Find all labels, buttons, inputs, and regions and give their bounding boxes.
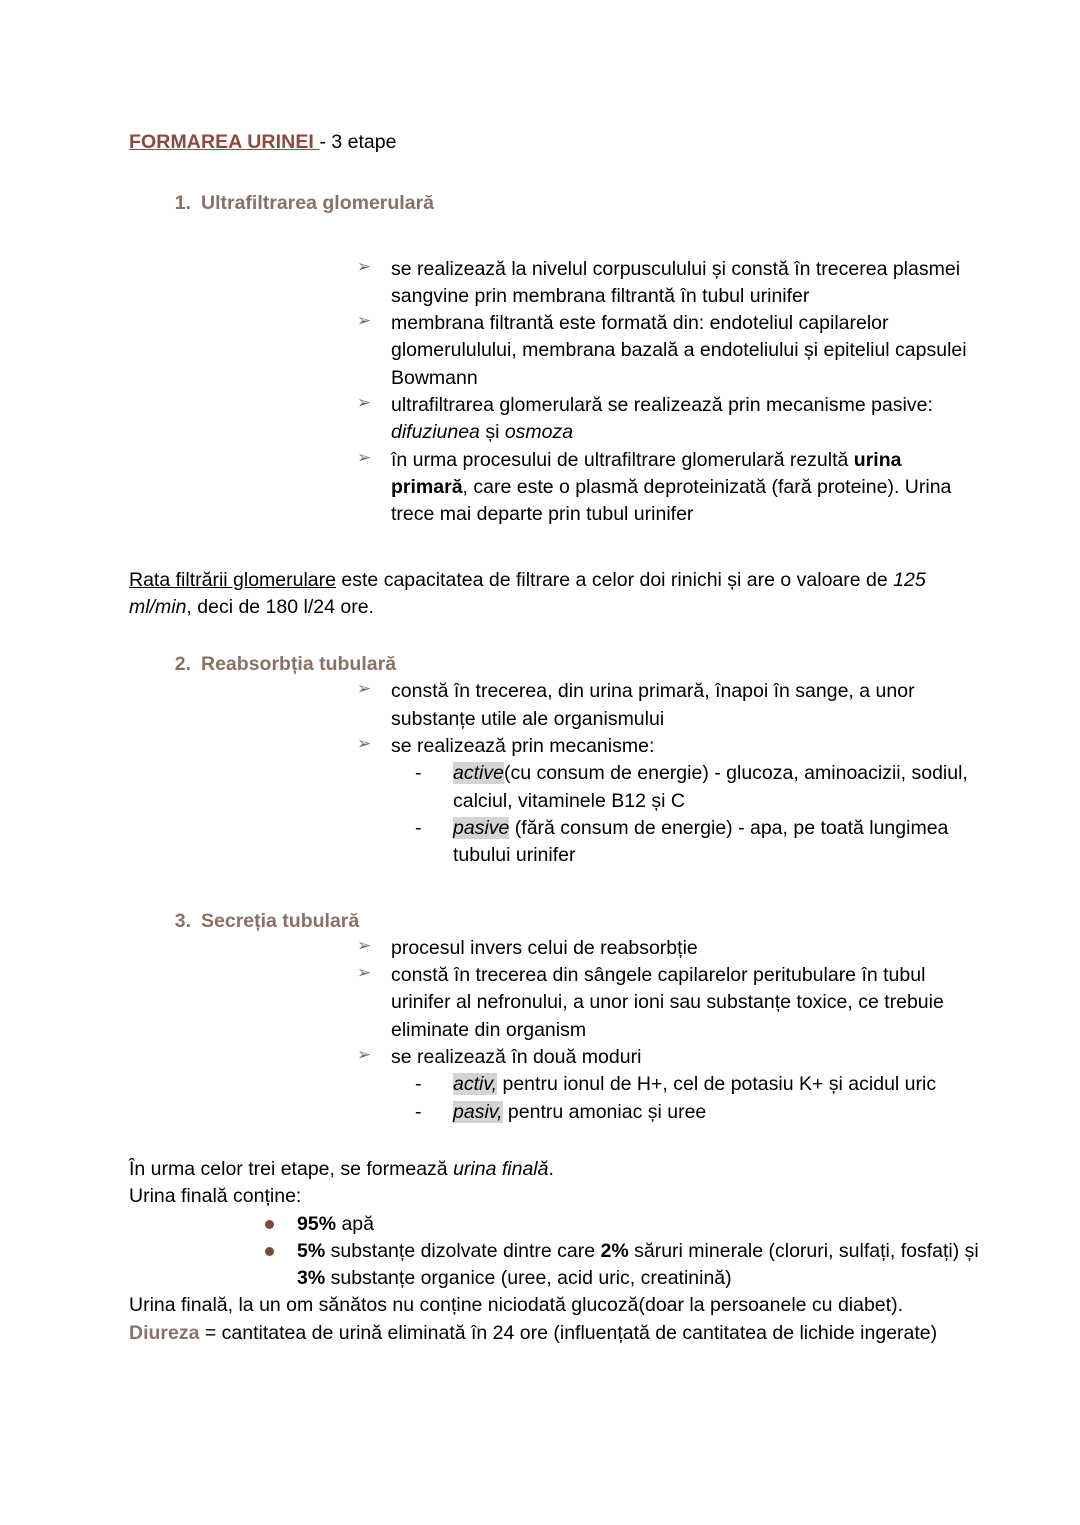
arrow-bullet-icon: ➢ [357,679,372,699]
list-item-text [391,937,698,959]
page-title-underlined: FORMAREA URINEI [129,131,320,153]
conclusion-line-1 [129,1156,980,1183]
list-item [357,962,980,1044]
list-item-text [391,394,933,443]
text-run-highlight: active [453,762,504,785]
text-run-italic: difuziunea [391,421,480,444]
text-run: procesul invers celui de reabsorbție [391,936,698,959]
text-run: se realizează în două moduri [391,1046,642,1069]
text-run: În urma celor trei etape, se formează [129,1157,454,1180]
list-item-text [391,312,967,389]
list-item [357,392,980,447]
list-item-text [453,762,968,811]
list-item-text [391,449,951,526]
text-run: substanțe organice (uree, acid uric, creatinină) [325,1267,732,1290]
dash-bullet-icon: - [415,816,422,839]
page-title [129,129,980,156]
section-number-3: 3. [174,909,191,932]
list-item [357,310,980,392]
dash-bullet-icon: - [415,1100,422,1123]
section-heading-2 [165,651,980,678]
text-run: se realizează la nivelul corpusculului și constă în trecerea plasmei sangvine prin membrana filtrantă în tubul urinifer [391,257,961,307]
urine-composition-list [129,1211,980,1293]
text-run-highlight: pasiv, [453,1100,503,1123]
text-run-highlight: activ, [453,1073,498,1096]
arrow-bullet-icon: ➢ [357,447,372,467]
text-run-italic: osmoza [504,421,574,444]
arrow-bullet-icon: ➢ [357,734,372,754]
conclusion-line-2: Urina finală conține: [129,1185,302,1208]
text-run-highlight: pasive [453,816,510,839]
list-item [357,256,980,311]
round-bullet-icon [265,1247,274,1256]
text-run: pentru ionul de H+, cel de potasiu K+ și acidul uric [497,1073,937,1096]
list-item [261,1238,980,1293]
glucose-note: Urina finală, la un om sănătos nu conține niciodată glucoză(doar la persoanele cu diabet). [129,1294,903,1317]
list-item-text [453,1101,706,1123]
text-run: ultrafiltrarea glomerulară se realizează prin mecanisme pasive: [391,394,933,417]
list-item-text [297,1213,374,1235]
round-bullet-icon [265,1220,274,1229]
text-run: , care este o plasmă deproteinizată (fară proteine). Urina trece mai departe prin tubul urinifer [391,475,952,526]
text-run: și [479,421,505,444]
section-title-2: Reabsorbția tubulară [201,653,397,676]
list-item-text [297,1240,979,1289]
section-2-bullet-list [129,678,980,760]
text-run: constă în trecerea, din urina primară, înapoi în sange, a unor substanțe utile ale organismului [391,680,915,730]
list-item [357,678,980,733]
text-run-bold: 3% [297,1267,326,1290]
section-heading-3 [165,908,980,935]
text-run: săruri minerale (cloruri, sulfați, fosfați) și [628,1239,979,1262]
text-run-bold: urina primară [391,448,902,498]
text-run: constă în trecerea din sângele capilarelor peritubulare în tubul urinifer al nefronului, a unor ioni sau substanțe toxice, ce trebuie eliminate din organism [391,964,944,1041]
list-item-text [391,1046,641,1068]
list-item [415,1071,980,1098]
text-run: este capacitatea de filtrare a celor doi rinichi și are o valoare de [336,568,894,591]
list-item [415,760,980,815]
diuresis-term: Diureza [129,1321,200,1344]
section-3-sub-list [129,1071,980,1126]
text-run: (fără consum de energie) - apa, pe toată lungimea tubului urinifer [453,816,949,867]
text-run-bold: 5% [297,1239,326,1262]
list-item-text [391,735,654,757]
section-1-bullet-list [129,256,980,529]
list-item [357,1044,980,1071]
list-item-text [391,680,915,729]
arrow-bullet-icon: ➢ [357,1045,372,1065]
text-run-italic: urina finală [453,1157,549,1180]
section-2-sub-list [129,760,980,869]
section-heading-1 [165,190,980,217]
text-run: apă [336,1212,374,1235]
list-item [357,447,980,529]
text-run: se realizează prin mecanisme: [391,735,655,758]
text-run-bold: 95% [297,1212,337,1235]
arrow-bullet-icon: ➢ [357,963,372,983]
text-run: substanțe dizolvate dintre care [325,1239,601,1262]
text-run-underline: Rata filtrării glomerulare [129,568,336,591]
dash-bullet-icon: - [415,762,422,785]
text-run-bold: 2% [600,1239,629,1262]
text-run: în urma procesului de ultrafiltrare glomerulară rezultă [391,448,854,471]
text-run: = cantitatea de urină eliminată în 24 ore (influențată de cantitatea de lichide ingerate) [199,1321,938,1344]
list-item [415,815,980,870]
diuresis-definition [129,1320,980,1347]
text-run: membrana filtrantă este formată din: endoteliul capilarelor glomerululului, membrana bazală a endoteliului și epiteliul capsulei Bowmann [391,312,967,389]
list-item [261,1211,980,1238]
arrow-bullet-icon: ➢ [357,393,372,413]
text-run: , deci de 180 l/24 ore. [186,595,374,618]
text-run: (cu consum de energie) - glucoza, aminoacizii, sodiul, calciul, vitaminele B12 și C [453,762,968,812]
section-number-2: 2. [174,653,191,676]
section-title-1: Ultrafiltrarea glomerulară [201,192,435,215]
page-title-suffix: - 3 etape [319,131,397,153]
list-item-text [453,817,948,866]
list-item-text [391,964,944,1041]
section-3-bullet-list [129,935,980,1071]
list-item-text [391,258,960,307]
list-item-text [453,1073,936,1095]
list-item [357,935,980,962]
arrow-bullet-icon: ➢ [357,311,372,331]
text-run: . [548,1157,554,1180]
list-item [415,1099,980,1126]
arrow-bullet-icon: ➢ [357,935,372,955]
filtration-rate-paragraph [129,567,980,622]
section-number-1: 1. [174,192,191,215]
section-title-3: Secreția tubulară [201,909,360,932]
text-run-italic: 125 ml/min [129,568,926,618]
list-item [357,733,980,760]
arrow-bullet-icon: ➢ [357,256,372,276]
text-run: pentru amoniac și uree [502,1100,707,1123]
dash-bullet-icon: - [415,1073,422,1096]
